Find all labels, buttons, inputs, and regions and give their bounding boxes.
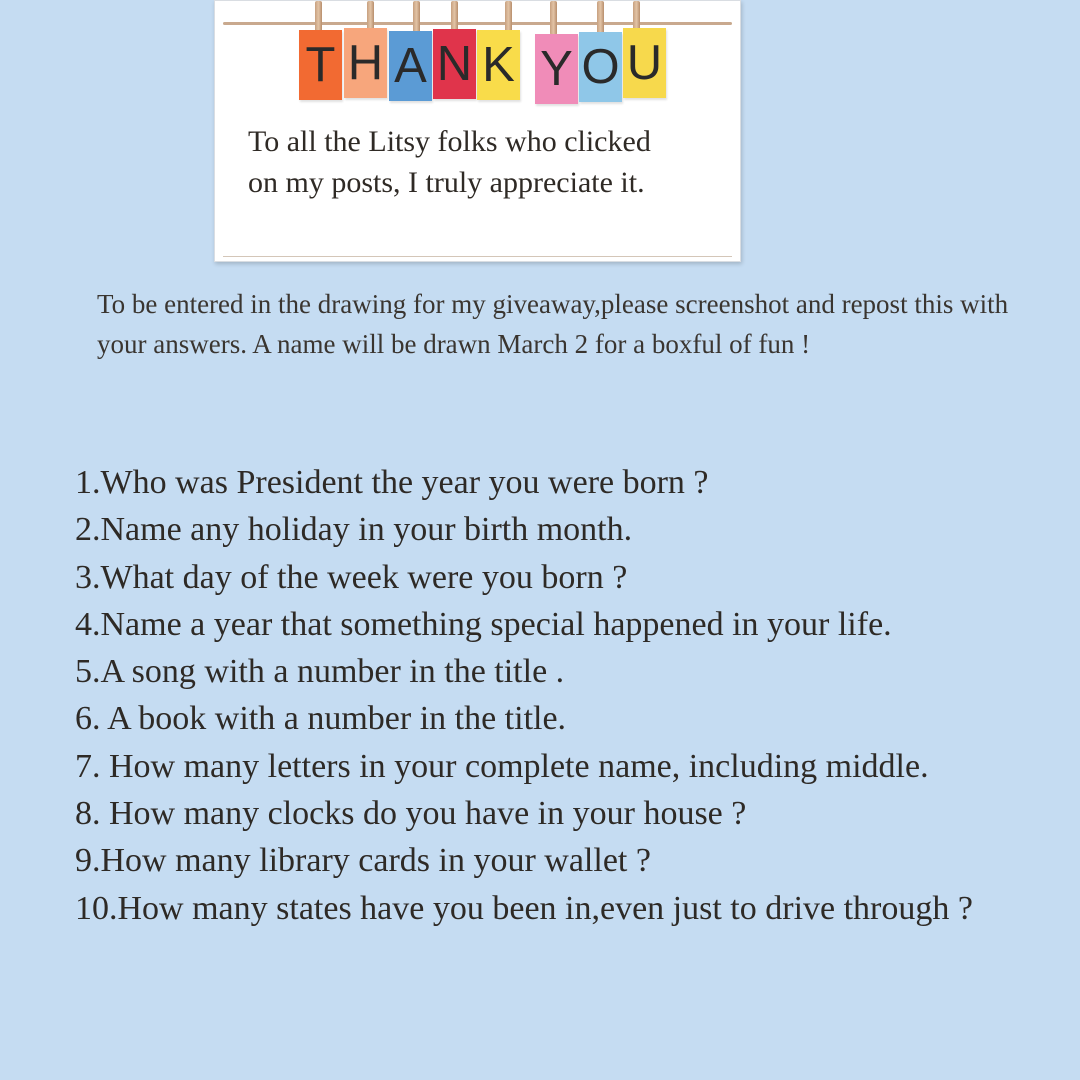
question-item: 5.A song with a number in the title . — [75, 653, 565, 691]
giveaway-instructions: To be entered in the drawing for my giveaway,please screenshot and repost this with your answers. A name will be drawn March 2 for a boxful of fun ! — [97, 289, 1009, 359]
banner-letter: O — [579, 32, 622, 102]
question-item: 3.What day of the week were you born ? — [75, 558, 628, 596]
banner-letter: T — [299, 30, 342, 100]
question-item: 7. How many letters in your complete name, including middle. — [75, 747, 929, 785]
question-item: 2.Name any holiday in your birth month. — [75, 511, 633, 549]
question-item: 6. A book with a number in the title. — [75, 700, 567, 738]
banner-letter: Y — [535, 34, 578, 104]
banner-letter: U — [623, 28, 666, 98]
question-item: 4.Name a year that something special happened in your life. — [75, 605, 892, 643]
banner-letter: N — [433, 29, 476, 99]
banner-letter: A — [389, 31, 432, 101]
thank-you-banner — [299, 28, 679, 104]
thank-you-message: To all the Litsy folks who clicked on my posts, I truly appreciate it. — [248, 125, 651, 199]
banner-letter: K — [477, 30, 520, 100]
card-divider — [223, 256, 732, 257]
question-item: 10.How many states have you been in,even just to drive through ? — [75, 889, 973, 927]
question-item: 1.Who was President the year you were born ? — [75, 464, 709, 501]
thank-you-card — [214, 0, 741, 262]
banner-string — [223, 22, 732, 25]
question-list — [75, 459, 975, 932]
banner-letter: H — [344, 28, 387, 98]
question-item: 9.How many library cards in your wallet ? — [75, 842, 651, 880]
question-item: 8. How many clocks do you have in your house ? — [75, 795, 747, 833]
